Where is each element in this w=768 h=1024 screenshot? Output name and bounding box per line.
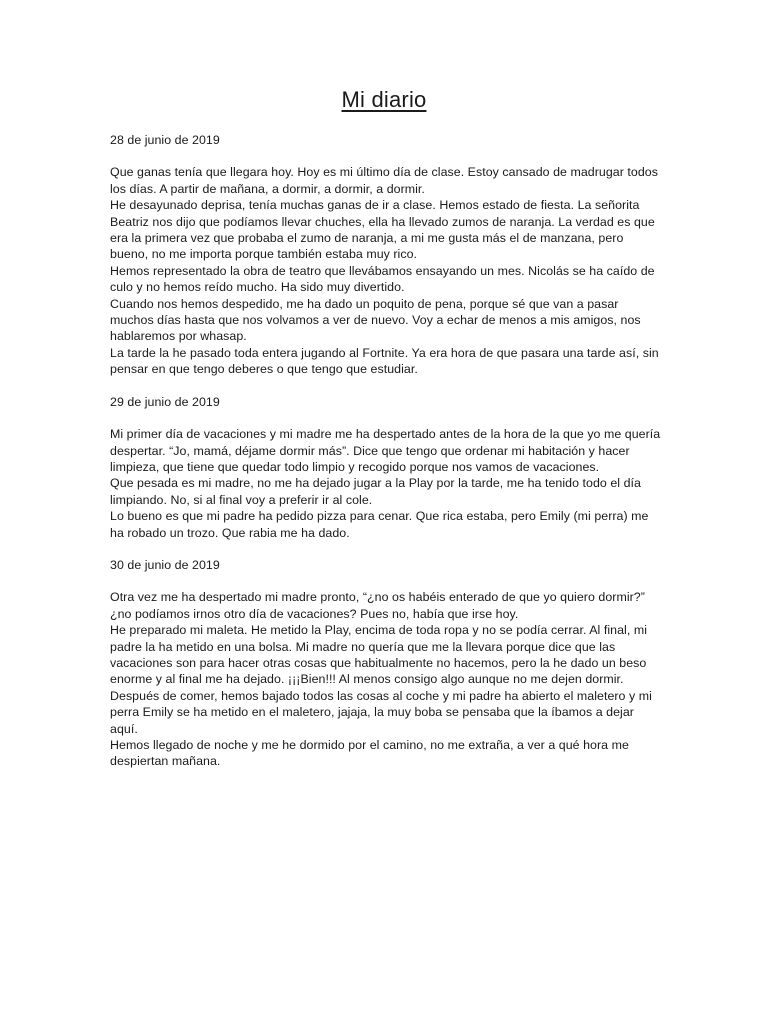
entry-paragraph: Cuando nos hemos despedido, me ha dado un poquito de pena, porque sé que van a pasar muchos días hasta que nos volvamos a ver de nuevo. Voy a echar de menos a mis amigos, nos hablaremos por whasap. [110, 296, 641, 344]
entry-paragraph: Mi primer día de vacaciones y mi madre me ha despertado antes de la hora de la que yo me quería despertar. “Jo, mamá, déjame dormir más”. Dice que tengo que ordenar mi habitación y hacer limpieza, que tiene que quedar todo limpio y recogido porque nos vamos de vacaciones. [110, 427, 661, 474]
entry-paragraph: He desayunado deprisa, tenía muchas ganas de ir a clase. Hemos estado de fiesta. La señorita Beatriz nos dijo que podíamos llevar chuches, ella ha llevado zumos de naranja. La verdad es que era la primera vez que probaba el zumo de naranja, a mi me gusta más el de manzana, pero bueno, no me importa porque también estaba muy rico. [110, 198, 655, 262]
entry-date: 29 de junio de 2019 [110, 394, 220, 409]
entry-paragraph: Que pesada es mi madre, no me ha dejado jugar a la Play por la tarde, me ha tenido todo el día limpiando. No, si al final voy a preferir ir al cole. [110, 476, 641, 507]
entry-date: 28 de junio de 2019 [110, 133, 220, 147]
entry-paragraph: Hemos representado la obra de teatro que llevábamos ensayando un mes. Nicolás se ha caído de culo y no hemos reído mucho. Ha sido muy divertido. [110, 263, 655, 295]
entry-paragraph: Otra vez me ha despertado mi madre pronto, “¿no os habéis enterado de que yo quiero dormir?” ¿no podíamos irnos otro día de vacaciones? Pues no, había que irse hoy. [110, 590, 645, 621]
diary-body [110, 132, 662, 770]
entry-paragraph: He preparado mi maleta. He metido la Play, encima de toda ropa y no se podía cerrar. Al final, mi padre la ha metido en una bolsa. Mi madre no quería que me la llevara porque dice que las vacaciones son para hacer otras cosas que habitualmente no hacemos, pero la he dado un beso enorme y al final me ha dejado. ¡¡¡Bien!!! Al menos consigo algo aunque no me dejen dormir. [110, 623, 647, 687]
entry-paragraph: Que ganas tenía que llegara hoy. Hoy es mi último día de clase. Estoy cansado de madrugar todos los días. A partir de mañana, a dormir, a dormir, a dormir. [110, 165, 658, 196]
diary-entry-1 [110, 132, 662, 378]
page-title: Mi diario [341, 87, 427, 112]
entry-paragraph: La tarde la he pasado toda entera jugando al Fortnite. Ya era hora de que pasara una tarde así, sin pensar en que tengo deberes o que tengo que estudiar. [110, 345, 659, 377]
diary-entry-3 [110, 557, 662, 770]
entry-paragraph: Después de comer, hemos bajado todos las cosas al coche y mi padre ha abierto el maletero y mi perra Emily se ha metido en el maletero, jajaja, la muy boba se pensaba que la íbamos a dejar aquí. [110, 688, 652, 736]
entry-paragraph: Lo bueno es que mi padre ha pedido pizza para cenar. Que rica estaba, pero Emily (mi perra) me ha robado un trozo. Que rabia me ha dado. [110, 509, 649, 540]
diary-entry-2 [110, 394, 662, 541]
entry-paragraph: Hemos llegado de noche y me he dormido por el camino, no me extraña, a ver a qué hora me despiertan mañana. [110, 738, 629, 769]
entry-date: 30 de junio de 2019 [110, 557, 220, 572]
